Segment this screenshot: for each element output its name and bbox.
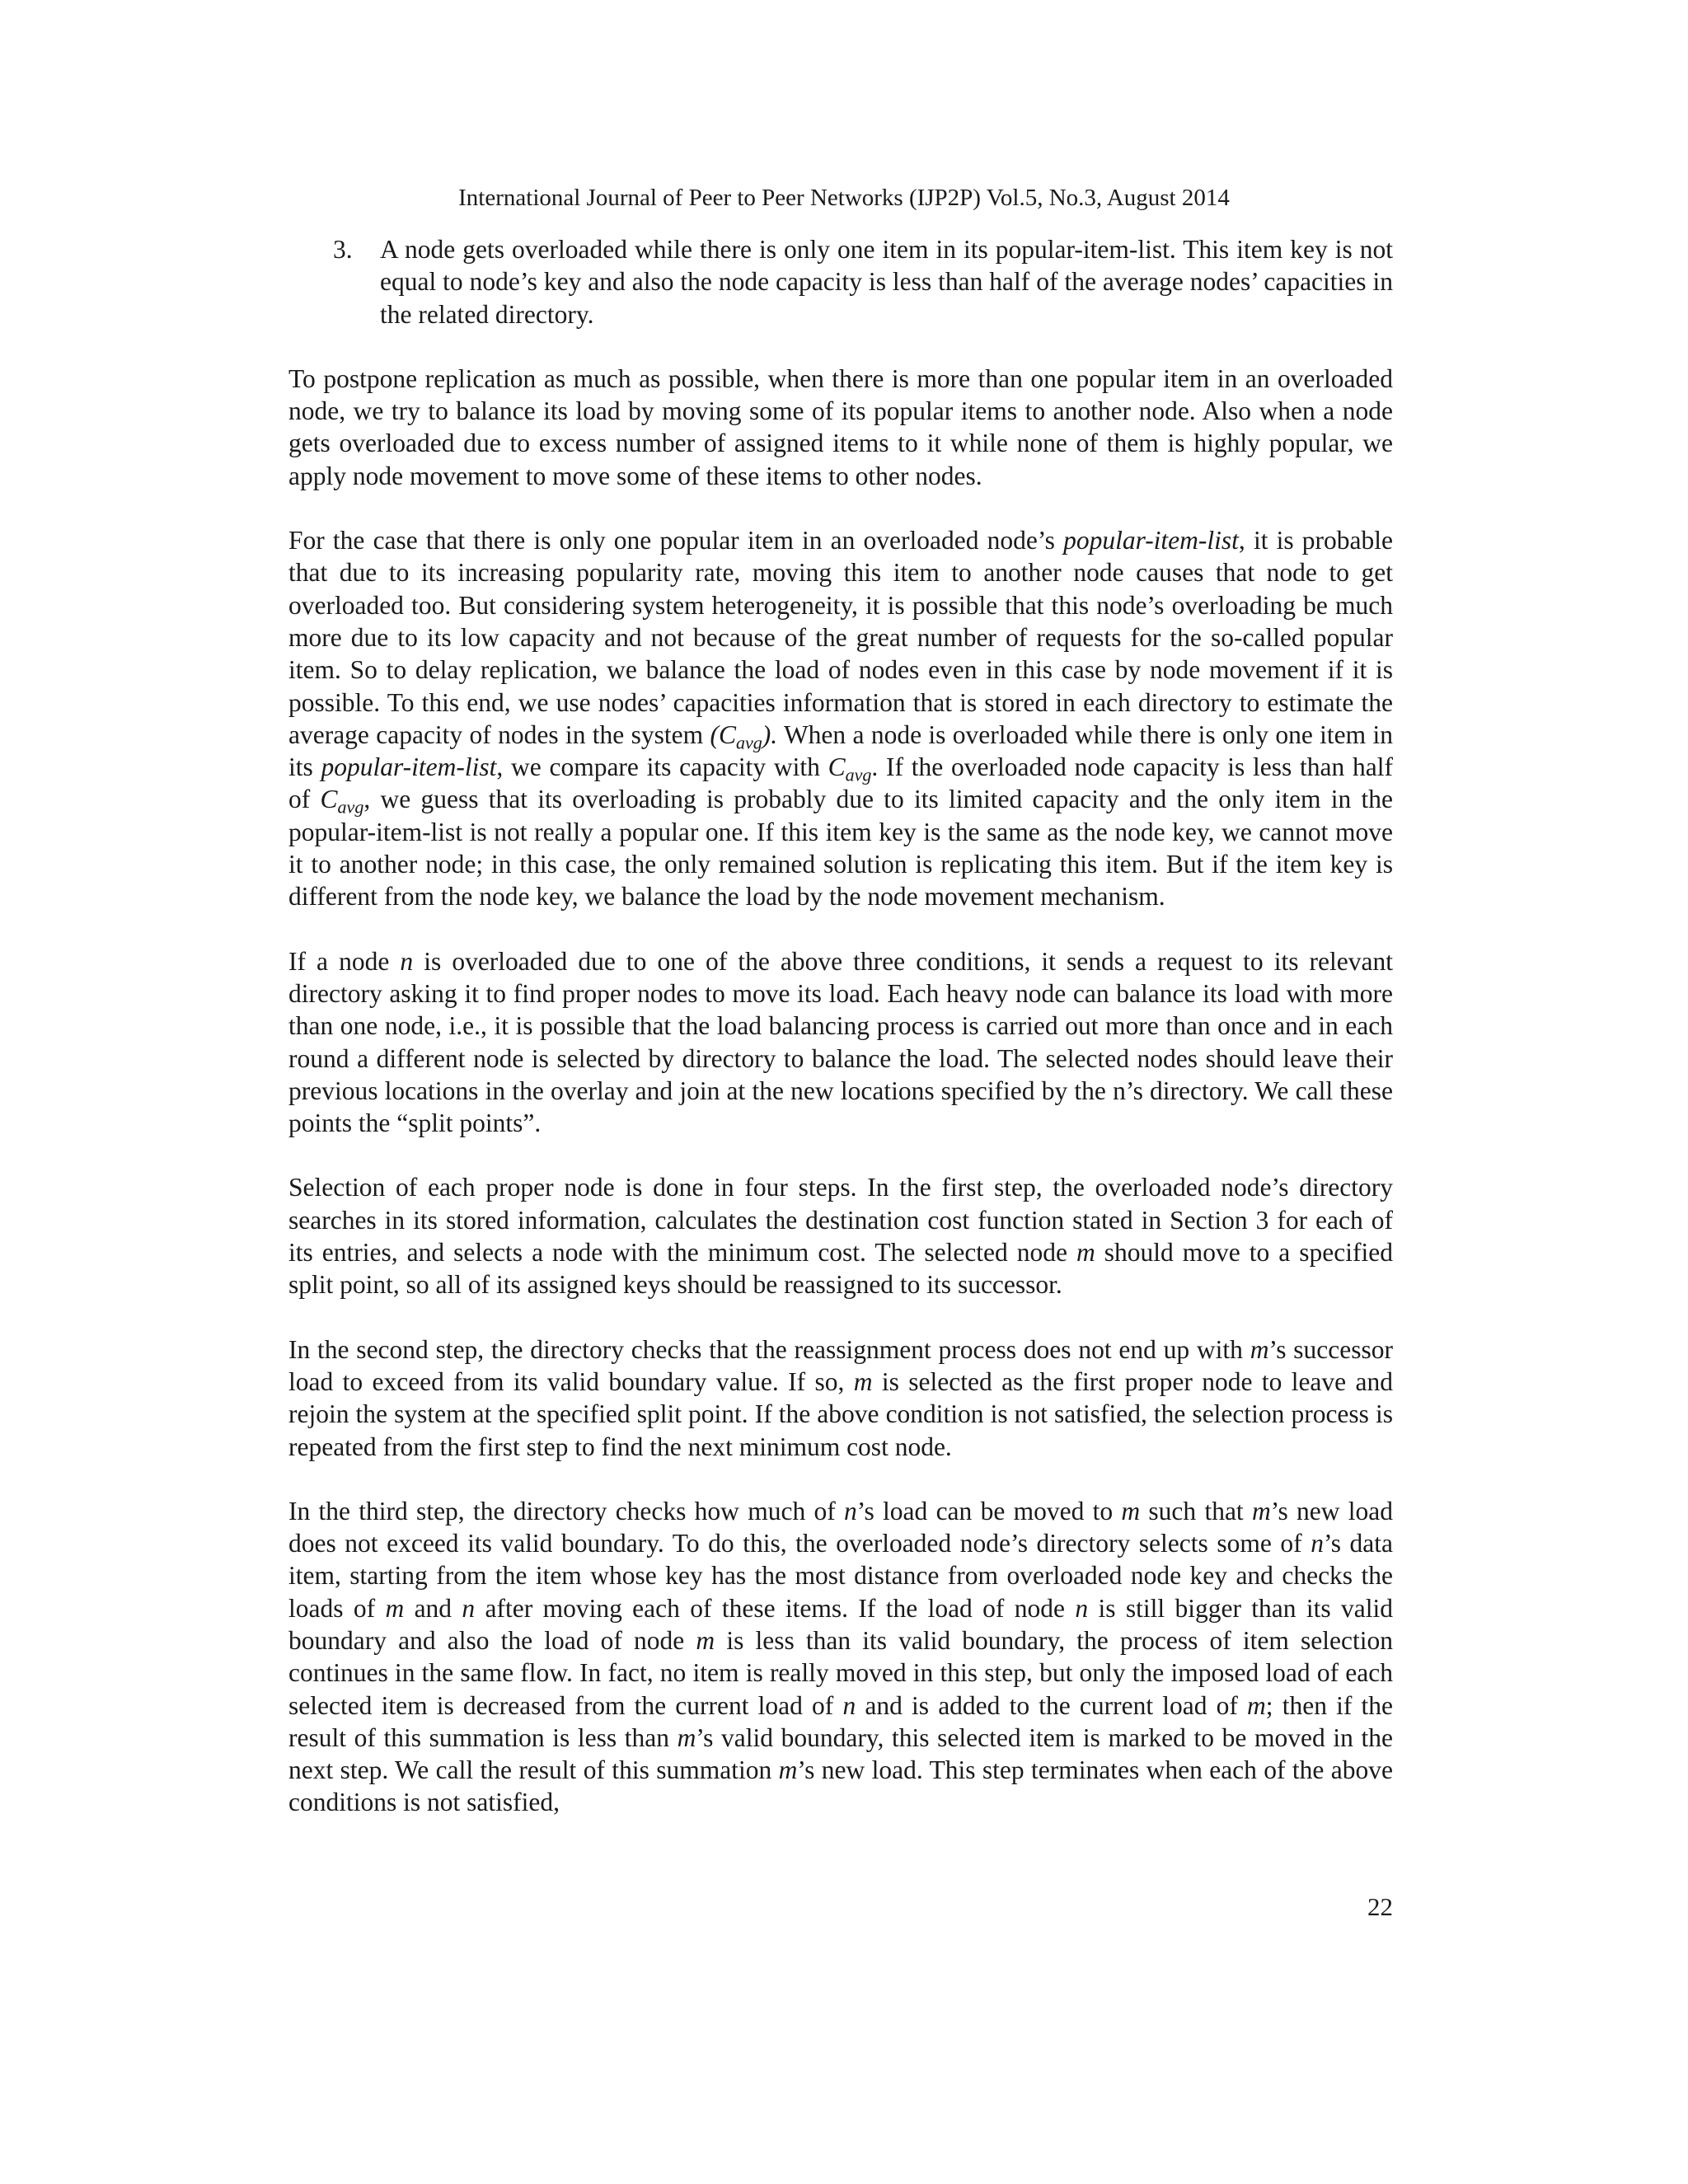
paragraph-5: In the second step, the directory checks that the reassignment process does not end up with m’s successor load to exceed from its valid boundary value. If so, m is selected as the first proper node to leave and rejoin the system at the specified split point. If the above condition is not satisfied, the selection process is repeated from the first step to find the next minimum cost node. [288, 1334, 1394, 1461]
list-item-text: A node gets overloaded while there is only one item in its popular-item-list. This item key is not equal to node’s key and also the node capacity is less than half of the average nodes’ capacities in the related directory. [380, 235, 1393, 329]
list-item-number: 3. [333, 235, 353, 264]
paragraph-1: To postpone replication as much as possible, when there is more than one popular item in an overloaded node, we try to balance its load by moving some of its popular items to another node. Also when a node gets overloaded due to excess number of assigned items to it while none of them is highly popular, we apply node movement to move some of these items to other nodes. [288, 363, 1393, 490]
paragraph-6: In the third step, the directory checks how much of n’s load can be moved to m such that m’s new load does not exceed its valid boundary. To do this, the overloaded node’s directory selects some of n’s data item, starting from the item whose key has the most distance from overloaded node key and checks the loads of m and n after moving each of these items. If the load of node n is still bigger than its valid boundary and also the load of node m is less than its valid boundary, the process of item selection continues in the same flow. In fact, no item is really moved in this step, but only the imposed load of each selected item is decreased from the current load of n and is added to the current load of m; then if the result of this summation is less than m’s valid boundary, this selected item is marked to be moved in the next step. We call the result of this summation m’s new load. This step terminates when each of the above conditions is not satisfied, [288, 1496, 1394, 1817]
paragraph-3: If a node n is overloaded due to one of the above three conditions, it sends a request to its relevant directory asking it to find proper nodes to move its load. Each heavy node can balance its load with more than one node, i.e., it is possible that the load balancing process is carried out more than once and in each round a different node is selected by directory to balance the load. The selected nodes should leave their previous locations in the overlay and join at the new locations specified by the n’s directory. We call these points the “split points”. [288, 946, 1393, 1138]
paragraph-4: Selection of each proper node is done in four steps. In the first step, the overloaded node’s directory searches in its stored information, calculates the destination cost function stated in Section 3 for each of its entries, and selects a node with the minimum cost. The selected node m should move to a specified split point, so all of its assigned keys should be reassigned to its successor. [288, 1173, 1393, 1300]
page-body [288, 233, 1393, 1819]
page-number: 22 [1367, 1892, 1393, 1921]
journal-header: International Journal of Peer to Peer Networks (IJP2P) Vol.5, No.3, August 2014 [458, 185, 1230, 211]
list-item [333, 233, 1393, 330]
paragraph-2: For the case that there is only one popular item in an overloaded node’s popular-item-list, it is probable that due to its increasing popularity rate, moving this item to another node causes that node to get overloaded too. But considering system heterogeneity, it is possible that this node’s overloading be much more due to its low capacity and not because of the great number of requests for the so-called popular item. So to delay replication, we balance the load of nodes even in this case by node movement if it is possible. To this end, we use nodes’ capacities information that is stored in each directory to estimate the average capacity of nodes in the system $(C_{avg})$. When a node is overloaded while there is only one item in its popular-item-list, we compare its capacity with $C_{avg}$. If the overloaded node capacity is less than half of $C_{avg}$, we guess that its overloading is probably due to its limited capacity and the only item in the popular-item-list is not really a popular one. If this item key is the same as the node key, we cannot move it to another node; in this case, the only remained solution is replicating this item. But if the item key is different from the node key, we balance the load by the node movement mechanism. [288, 526, 1394, 912]
